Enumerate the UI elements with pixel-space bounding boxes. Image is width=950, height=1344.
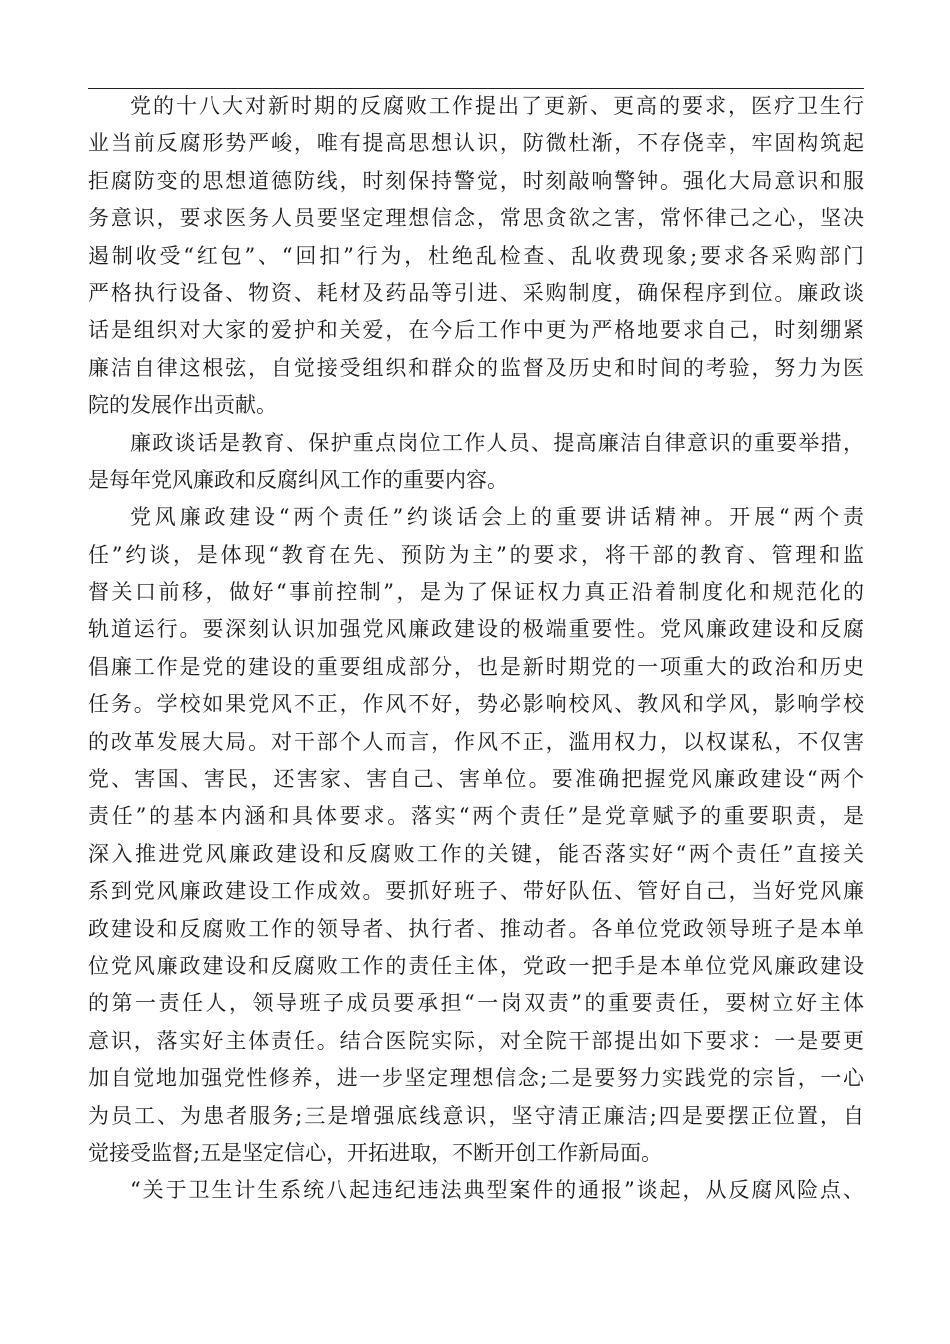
- text-line: 拒腐防变的思想道德防线，时刻保持警觉，时刻敲响警钟。强化大局意识和服: [88, 168, 864, 193]
- text-line: 政建设和反腐败工作的领导者、执行者、推动者。各单位党政领导班子是本单: [88, 916, 864, 941]
- text-line: 遏制收受“红包”、“回扣”行为，杜绝乱检查、乱收费现象;要求各采购部门: [88, 243, 864, 268]
- text-line: 党风廉政建设“两个责任”约谈话会上的重要讲话精神。开展“两个责: [130, 505, 864, 530]
- text-line: 倡廉工作是党的建设的重要组成部分，也是新时期党的一项重大的政治和历史: [88, 654, 864, 679]
- paragraph: [88, 88, 864, 425]
- text-line: 意识，落实好主体责任。结合医院实际，对全院干部提出如下要求：一是要更: [88, 1028, 864, 1053]
- paragraph: [88, 425, 864, 500]
- text-line: 业当前反腐形势严峻，唯有提高思想认识，防微杜渐，不存侥幸，牢固构筑起: [88, 131, 864, 156]
- text-line: 任”约谈，是体现“教育在先、预防为主”的要求，将干部的教育、管理和监: [88, 542, 864, 567]
- text-line: 话是组织对大家的爱护和关爱，在今后工作中更为严格地要求自己，时刻绷紧: [88, 318, 864, 343]
- text-line: 的改革发展大局。对干部个人而言，作风不正，滥用权力，以权谋私，不仅害: [88, 729, 864, 754]
- paragraph: [88, 499, 864, 1172]
- text-line: 院的发展作出贡献。: [88, 393, 277, 418]
- text-line: 责任”的基本内涵和具体要求。落实“两个责任”是党章赋予的重要职责，是: [88, 804, 864, 829]
- text-line: “关于卫生计生系统八起违纪违法典型案件的通报”谈起，从反腐风险点、: [130, 1178, 864, 1203]
- text-line: 是每年党风廉政和反腐纠风工作的重要内容。: [88, 467, 508, 492]
- text-line: 廉政谈话是教育、保护重点岗位工作人员、提高廉洁自律意识的重要举措，: [130, 430, 864, 455]
- text-line: 的第一责任人，领导班子成员要承担“一岗双责”的重要责任，要树立好主体: [88, 991, 864, 1016]
- text-line: 觉接受监督;五是坚定信心，开拓进取，不断开创工作新局面。: [88, 1140, 663, 1165]
- document-body: [88, 88, 864, 1210]
- text-line: 务意识，要求医务人员要坚定理想信念，常思贪欲之害，常怀律己之心，坚决: [88, 206, 864, 231]
- text-line: 加自觉地加强党性修养，进一步坚定理想信念;二是要努力实践党的宗旨，一心: [88, 1066, 864, 1091]
- text-line: 位党风廉政建设和反腐败工作的责任主体，党政一把手是本单位党风廉政建设: [88, 953, 864, 978]
- paragraph: [88, 1172, 864, 1209]
- text-line: 系到党风廉政建设工作成效。要抓好班子、带好队伍、管好自己，当好党风廉: [88, 879, 864, 904]
- text-line: 督关口前移，做好“事前控制”，是为了保证权力真正沿着制度化和规范化的: [88, 580, 864, 605]
- text-line: 为员工、为患者服务;三是增强底线意识，坚守清正廉洁;四是要摆正位置，自: [88, 1103, 864, 1128]
- text-line: 党、害国、害民，还害家、害自己、害单位。要准确把握党风廉政建设“两个: [88, 767, 864, 792]
- text-line: 严格执行设备、物资、耗材及药品等引进、采购制度，确保程序到位。廉政谈: [88, 280, 864, 305]
- text-line: 党的十八大对新时期的反腐败工作提出了更新、更高的要求，医疗卫生行: [130, 94, 864, 118]
- text-line: 深入推进党风廉政建设和反腐败工作的关键，能否落实好“两个责任”直接关: [88, 841, 864, 866]
- text-line: 廉洁自律这根弦，自觉接受组织和群众的监督及历史和时间的考验，努力为医: [88, 355, 864, 380]
- text-line: 轨道运行。要深刻认识加强党风廉政建设的极端重要性。党风廉政建设和反腐: [88, 617, 864, 642]
- text-line: 任务。学校如果党风不正，作风不好，势必影响校风、教风和学风，影响学校: [88, 692, 864, 717]
